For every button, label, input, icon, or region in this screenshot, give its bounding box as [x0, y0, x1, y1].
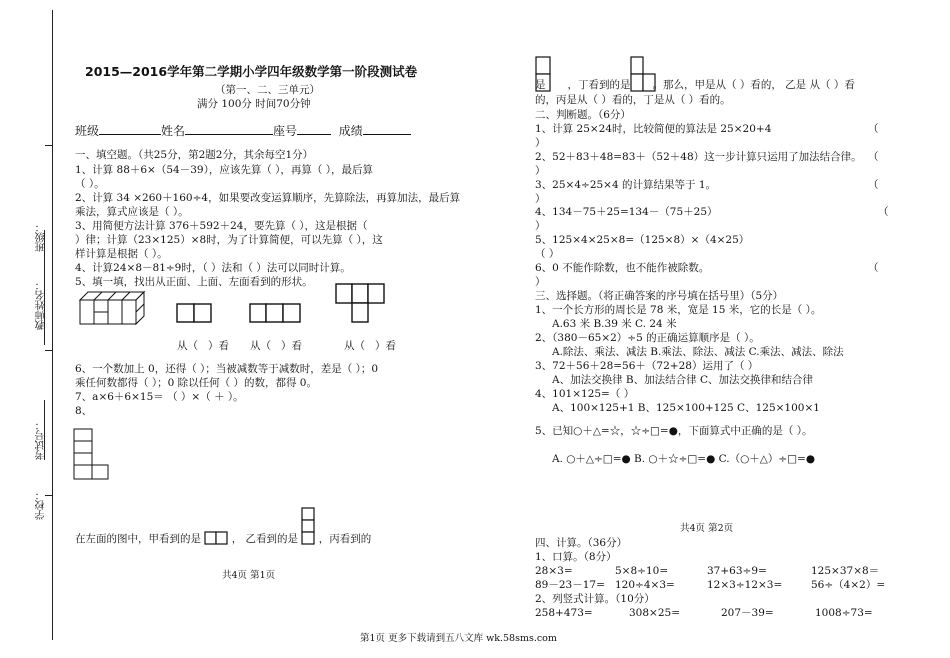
- q1-line-a: 1、计算 88＋6×（54－39），应该先算（ ），再算（ ），最后算: [75, 164, 374, 176]
- j3-paren-open: （: [868, 179, 879, 191]
- oral-item: 120÷4×3=: [615, 579, 675, 591]
- c4: 4、101×125=（ ）: [535, 388, 635, 400]
- student-info: [75, 122, 411, 139]
- view-label-2: 从（ ）看: [250, 340, 303, 352]
- r-line1: 是 ，丁看到的是 。那么，甲是从（ ）看的， 乙是 从（ ）看: [535, 79, 855, 91]
- j4: 4、134－75＋25=134－（75＋25）: [535, 206, 718, 218]
- q6-line-b: 乘任何数都得（ ）；0 除以任何（ ）的数，都得 0。: [75, 377, 317, 389]
- page-title: 2015—2016学年第二学期小学四年级数学第一阶段测试卷: [85, 64, 418, 79]
- vertical-item: 258+473=: [535, 607, 593, 619]
- c3: 3、72＋56＋28=56＋（72+28）运用了（ ）: [535, 360, 759, 372]
- oral-item: 56÷（4×2）=: [811, 579, 886, 591]
- blank-name[interactable]: [185, 134, 273, 135]
- j5-paren: （ ）: [535, 248, 560, 260]
- q3-line-a: 3、用简便方法计算 376＋592＋24，要先算（ ），这是根据（: [75, 220, 368, 232]
- j3: 3、25×4÷25×4 的计算结果等于 1。: [535, 179, 717, 191]
- oral-item: 12×3÷12×3=: [707, 579, 783, 591]
- q3-line-b: ）律；计算（23×125）×8时，为了计算简便，可以先算（ ），这: [75, 234, 383, 246]
- binding-tick: [45, 145, 53, 146]
- j6-paren-close: ）: [535, 276, 546, 288]
- oral-item: 125×37×8＝: [811, 565, 880, 577]
- section-choice: 三、选择题。（将正确答案的序号填在括号里）（5分）: [535, 290, 784, 302]
- exam-meta: 满分 100分 时间70分钟: [197, 98, 311, 110]
- j4-paren-open: （: [878, 206, 889, 218]
- bottom-footer: 第1页 更多下载请到五八文库 wk.58sms.com: [360, 633, 557, 644]
- j2-paren-close: ）: [535, 165, 546, 177]
- j1-paren-open: （: [868, 123, 879, 135]
- j2: 2、52＋83＋48=83＋（52＋48）这一步计算只运用了加法结合律。: [535, 151, 862, 163]
- view-label-1: 从（ ）看: [177, 340, 230, 352]
- j2-paren-open: （: [868, 151, 879, 163]
- cube-solid-figure: [78, 286, 150, 326]
- blank-seat[interactable]: [297, 134, 331, 135]
- c4-options: A、100×125+1 B、125×100+125 C、125×100×1: [552, 402, 820, 414]
- vertical-item: 1008÷73=: [815, 607, 873, 619]
- left-page-footer: 共4页 第1页: [222, 570, 276, 581]
- q5-line: 5、填一填，找出从正面、上面、左面看到的形状。: [75, 276, 313, 288]
- section-calc: 四、计算。（36分）: [535, 537, 628, 549]
- q3-line-c: 样计算是根据（ ）。: [75, 248, 168, 260]
- section-judge: 二、判断题。（6分）: [535, 109, 631, 121]
- page-subtitle: （第一、二、三单元）: [215, 84, 320, 96]
- c2: 2、（380－65×2）÷5 的正确运算顺序是（ ）。: [535, 332, 760, 344]
- oral-item: 5×8÷10=: [615, 565, 669, 577]
- label-seat: 座号: [273, 124, 298, 138]
- side-label-teacher: 教师姓名：: [36, 280, 47, 330]
- c5-options: A. ○＋△÷□=● B. ○＋☆÷□=● C.（○＋△）÷□=●: [552, 453, 815, 465]
- j5: 5、125×4×25×8=（125×8）×（4×25）: [535, 234, 750, 246]
- stacked-cubes-figure: [72, 425, 112, 481]
- q2-line-a: 2、计算 34 ×260＋160÷4，如果要改变运算顺序，先算除法，再算加法，最后算: [75, 192, 461, 204]
- oral-item: 89－23－17=: [535, 579, 605, 591]
- calc-vertical: 2、列竖式计算。（10分）: [535, 593, 655, 605]
- c5: 5、已知○＋△=☆，☆÷□=●，下面算式中正确的是（ ）。: [535, 425, 813, 437]
- view-shape-two-squares: [176, 303, 212, 323]
- j4-paren-close: ）: [535, 220, 546, 232]
- blank-class[interactable]: [99, 134, 161, 135]
- view-tall-column: [301, 507, 315, 545]
- section-fill-blank: 一、填空题。（共25分，第2题2分，其余每空1分）: [75, 149, 314, 161]
- q2-line-b: 乘法，算式应该是（ ）。: [75, 206, 189, 218]
- oral-item: 28×3=: [535, 565, 573, 577]
- label-class: 班级: [75, 124, 100, 138]
- side-label-class: 班级：: [36, 222, 47, 252]
- c1-options: A.63 米 B.39 米 C. 24 米: [552, 318, 677, 330]
- q4-line: 4、计算24×8－81÷9时，（ ）法和（ ）法可以同时计算。: [75, 262, 351, 274]
- view-shape-three-squares: [249, 303, 301, 323]
- side-label-exam-no: 考试号：: [36, 420, 47, 460]
- label-name: 姓名: [161, 124, 186, 138]
- j6-paren-open: （: [868, 262, 879, 274]
- c1: 1、一个长方形的周长是 78 米，宽是 15 米，它的长是（ ）。: [535, 304, 822, 316]
- q7-line: 7、a×6＋6×15＝ （ ）×（ ＋ ）。: [75, 391, 244, 403]
- q1-line-b: （ ）。: [75, 178, 105, 190]
- vertical-item: 207－39=: [721, 607, 774, 619]
- calc-oral: 1、口算。（8分）: [535, 551, 617, 563]
- binding-tick: [45, 350, 53, 351]
- r-line2: 的，丙是从（ ）看的，丁是从（ ）看的。: [535, 94, 731, 106]
- view-shape-t-shape: [335, 283, 385, 323]
- q8-tail-line: 在左面的图中，甲看到的是 ， 乙看到的是 ，丙看到的: [75, 507, 371, 546]
- blank-score[interactable]: [363, 134, 411, 135]
- vertical-item: 308×25=: [629, 607, 680, 619]
- view-label-3: 从（ ）看: [344, 340, 397, 352]
- j6: 6、0 不能作除数，也不能作被除数。: [535, 262, 710, 274]
- binding-line: [52, 10, 53, 640]
- view-two-squares-small: [204, 531, 228, 545]
- j3-paren-close: ）: [535, 193, 546, 205]
- c3-options: A、加法交换律 B、加法结合律 C、加法交换律和结合律: [552, 374, 814, 386]
- label-score: 成绩: [338, 124, 363, 138]
- j1: 1、计算 25×24时，比较简便的算法是 25×20+4: [535, 123, 772, 135]
- side-label-school: 学校：: [36, 490, 47, 520]
- q8-line: 8、: [75, 405, 93, 417]
- q6-line-a: 6、一个数加上 0，还得（ ）；当被减数等于减数时，差是（ ）；0: [75, 363, 379, 375]
- c2-options: A.除法、乘法、减法 B.乘法、除法、减法 C.乘法、减法、除法: [552, 346, 844, 358]
- right-page-footer: 共4页 第2页: [680, 523, 734, 534]
- oral-item: 37+63÷9=: [707, 565, 767, 577]
- j1-paren-close: ）: [535, 137, 546, 149]
